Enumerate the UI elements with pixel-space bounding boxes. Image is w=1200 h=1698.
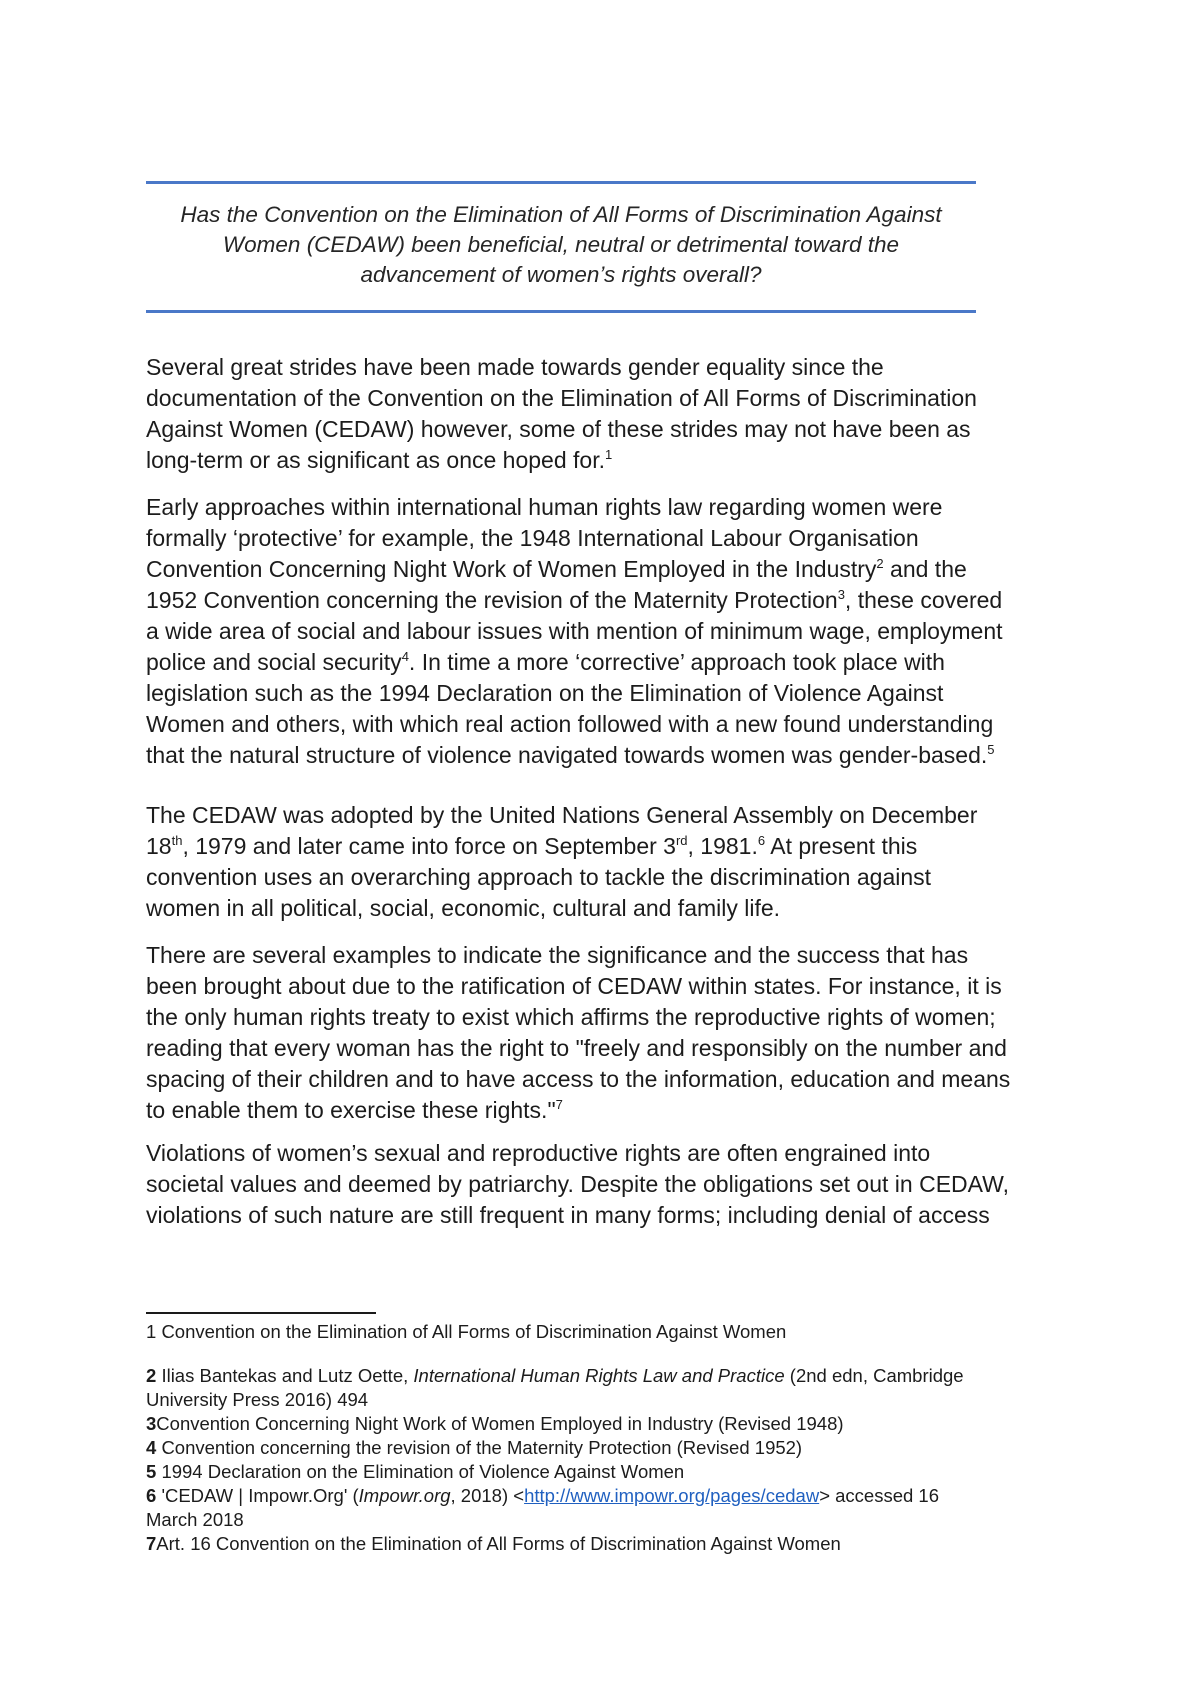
text-line: Violations of women’s sexual and reproductive rights are often engrained into — [146, 1140, 931, 1166]
text-line: formally ‘protective’ for example, the 1948 International Labour Organisation — [146, 525, 919, 551]
text-line: long-term or as significant as once hoped for.$^1$ — [146, 447, 613, 473]
footnote-1 — [146, 1320, 1076, 1344]
footnote-2: 2 Ilias Bantekas and Lutz Oette, International Human Rights Law and Practice (2nd edn, Cambridge University Press 2016) 494 — [146, 1365, 964, 1410]
text-line: Against Women (CEDAW) however, some of these strides may not have been as — [146, 416, 971, 442]
paragraph-3 — [146, 800, 1086, 924]
text-line: Women and others, with which real action followed with a new found understanding — [146, 711, 994, 737]
title-top-rule — [146, 181, 976, 184]
text-line: There are several examples to indicate the significance and the success that has — [146, 942, 969, 968]
text-line: convention uses an overarching approach to tackle the discrimination against — [146, 864, 932, 890]
text-line: 1952 Convention concerning the revision of the Maternity Protection$^3$, these covered — [146, 587, 1003, 613]
footnote-text: Art. 16 Convention on the Elimination of All Forms of Discrimination Against Women — [156, 1533, 841, 1554]
text-line: spacing of their children and to have access to the information, education and means — [146, 1066, 1011, 1092]
text-line: Several great strides have been made towards gender equality since the — [146, 354, 884, 380]
text-line: societal values and deemed by patriarchy. Despite the obligations set out in CEDAW, — [146, 1171, 1009, 1197]
text-line: 18th, 1979 and later came into force on September 3rd, 1981.$^6$ At present this — [146, 833, 918, 859]
footnote-number: 6 — [146, 1485, 157, 1506]
footnote-ref[interactable]: 6 — [757, 833, 766, 848]
text-line: reading that every woman has the right to "freely and responsibly on the number and — [146, 1035, 1007, 1061]
book-title: International Human Rights Law and Practice — [413, 1365, 785, 1386]
footnote-ref[interactable]: 7 — [555, 1097, 563, 1112]
text-line: the only human rights treaty to exist which affirms the reproductive rights of women; — [146, 1004, 996, 1030]
footnotes — [146, 1320, 1076, 1556]
text-line: legislation such as the 1994 Declaration on the Elimination of Violence Against — [146, 680, 944, 706]
paragraph-4 — [146, 940, 1086, 1126]
footnote-text: 1994 Declaration on the Elimination of Violence Against Women — [161, 1461, 685, 1482]
title-line: advancement of women’s rights overall? — [360, 262, 762, 287]
footnote-6: 6 'CEDAW | Impowr.Org' (Impowr.org, 2018) <http://www.impowr.org/pages/cedaw> accessed 16 March 2018 — [146, 1485, 940, 1530]
title-line: Has the Convention on the Elimination of All Forms of Discrimination Against — [180, 202, 942, 227]
text-line: to enable them to exercise these rights."$^7$ — [146, 1097, 563, 1123]
footnote-5 — [146, 1460, 1076, 1484]
ordinal-suffix: rd — [675, 833, 688, 848]
paragraph-1 — [146, 352, 1086, 476]
text-line: Early approaches within international human rights law regarding women were — [146, 494, 943, 520]
footnote-ref[interactable]: 3 — [837, 587, 845, 602]
title-line: Women (CEDAW) been beneficial, neutral or detrimental toward the — [222, 232, 900, 257]
footnote-number: 4 — [146, 1437, 157, 1458]
footnote-number: 7 — [146, 1533, 157, 1554]
paragraph-5 — [146, 1138, 1086, 1231]
text-line: police and social security$^4$. In time a more ‘corrective’ approach took place with — [146, 649, 945, 675]
footnote-ref[interactable]: 4 — [401, 649, 409, 664]
impowr-cedaw-link[interactable]: http://www.impowr.org/pages/cedaw — [524, 1485, 820, 1506]
paragraph-2 — [146, 492, 1086, 771]
text-line: The CEDAW was adopted by the United Nations General Assembly on December — [146, 802, 978, 828]
text-line: Convention Concerning Night Work of Women Employed in the Industry$^2$ and the — [146, 556, 967, 582]
essay-question-title — [146, 200, 976, 290]
text-line: women in all political, social, economic, cultural and family life. — [146, 895, 781, 921]
footnote-text: Convention Concerning Night Work of Women Employed in Industry (Revised 1948) — [156, 1413, 844, 1434]
ordinal-suffix: th — [171, 833, 183, 848]
text-line: violations of such nature are still frequent in many forms; including denial of access — [146, 1202, 990, 1228]
footnote-number: 5 — [146, 1461, 157, 1482]
footnote-text: Convention concerning the revision of the Maternity Protection (Revised 1952) — [161, 1437, 803, 1458]
text-line: that the natural structure of violence navigated towards women was gender-based.$^5$ — [146, 742, 995, 768]
footnote-number: 3 — [146, 1413, 157, 1434]
footnote-4 — [146, 1436, 1076, 1460]
footnote-ref[interactable]: 1 — [604, 447, 613, 462]
footnote-number: 2 — [146, 1365, 157, 1386]
footnote-ref[interactable]: 2 — [876, 556, 884, 571]
text-line: a wide area of social and labour issues with mention of minimum wage, employment — [146, 618, 1003, 644]
title-bottom-rule — [146, 310, 976, 313]
footnote-number: 1 — [146, 1321, 157, 1342]
text-line: been brought about due to the ratification of CEDAW within states. For instance, it is — [146, 973, 1002, 999]
footnote-separator — [146, 1312, 376, 1314]
footnote-3 — [146, 1412, 1076, 1436]
footnote-text: Convention on the Elimination of All Forms of Discrimination Against Women — [161, 1321, 787, 1342]
footnote-7 — [146, 1532, 1076, 1556]
footnote-ref[interactable]: 5 — [987, 742, 995, 757]
text-line: documentation of the Convention on the Elimination of All Forms of Discrimination — [146, 385, 977, 411]
